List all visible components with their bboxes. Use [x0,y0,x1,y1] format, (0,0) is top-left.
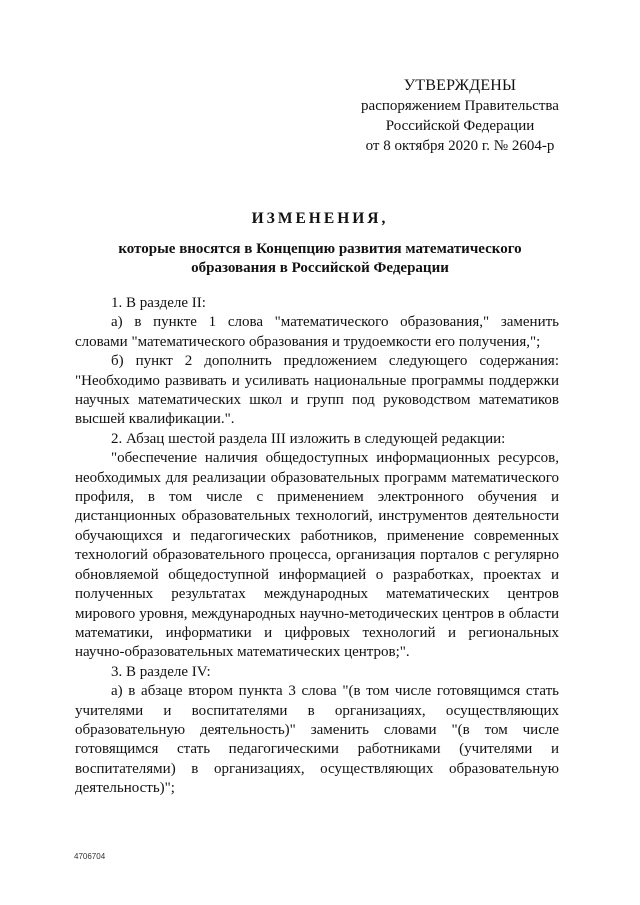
document-body [75,294,559,799]
approval-block [340,76,580,156]
approval-heading: УТВЕРЖДЕНЫ [403,77,517,94]
paragraph: а) в абзаце втором пункта 3 слова "(в том числе готовящимся стать учителями и воспитателями в организациях, осуществляющих образовательную деятельность)" заменить словами "(в том числе готовящимся стать педагогическими работниками (учителями и воспитателями) в организациях, осуществляющих образовательную деятельность)"; [75,683,559,797]
paragraph: "обеспечение наличия общедоступных информационных ресурсов, необходимых для реализации образовательных программ математического профиля, в том числе с применением электронного обучения и дистанционных образовательных технологий, инструментов деятельности обучающихся и педагогических работников, применение современных технологий образовательного процесса, организация порталов с регулярно обновляемой общедоступной информацией о разработках, проектах и полученных результатах международных математических центров мирового уровня, международных научно-методических центров в области математики, информатики и цифровых технологий и региональных научно-образовательных математических центров;". [75,450,559,661]
approval-line-1: распоряжением Правительства [361,98,559,114]
approval-line-2: Российской Федерации [385,118,535,134]
paragraph: б) пункт 2 дополнить предложением следующего содержания: "Необходимо развивать и усиливать национальные программы поддержки научных математических школ и групп под руководством математиков высшей квалификации.". [75,353,559,428]
paragraph: 3. В разделе IV: [111,663,211,680]
approval-line-3: от 8 октября 2020 г. № 2604-р [365,138,555,154]
title-subtitle-line-1: которые вносятся в Концепцию развития математического [118,241,522,257]
document-title [40,209,600,278]
title-subtitle-line-2: образования в Российской Федерации [191,260,449,276]
document-code: 4706704 [74,852,106,861]
paragraph: 2. Абзац шестой раздела III изложить в следующей редакции: [111,430,506,447]
paragraph: а) в пункте 1 слова "математического образования," заменить словами "математического образования и трудоемкости его получения,"; [75,314,559,350]
title-main: ИЗМЕНЕНИЯ, [251,210,389,227]
paragraph: 1. В разделе II: [111,295,206,311]
